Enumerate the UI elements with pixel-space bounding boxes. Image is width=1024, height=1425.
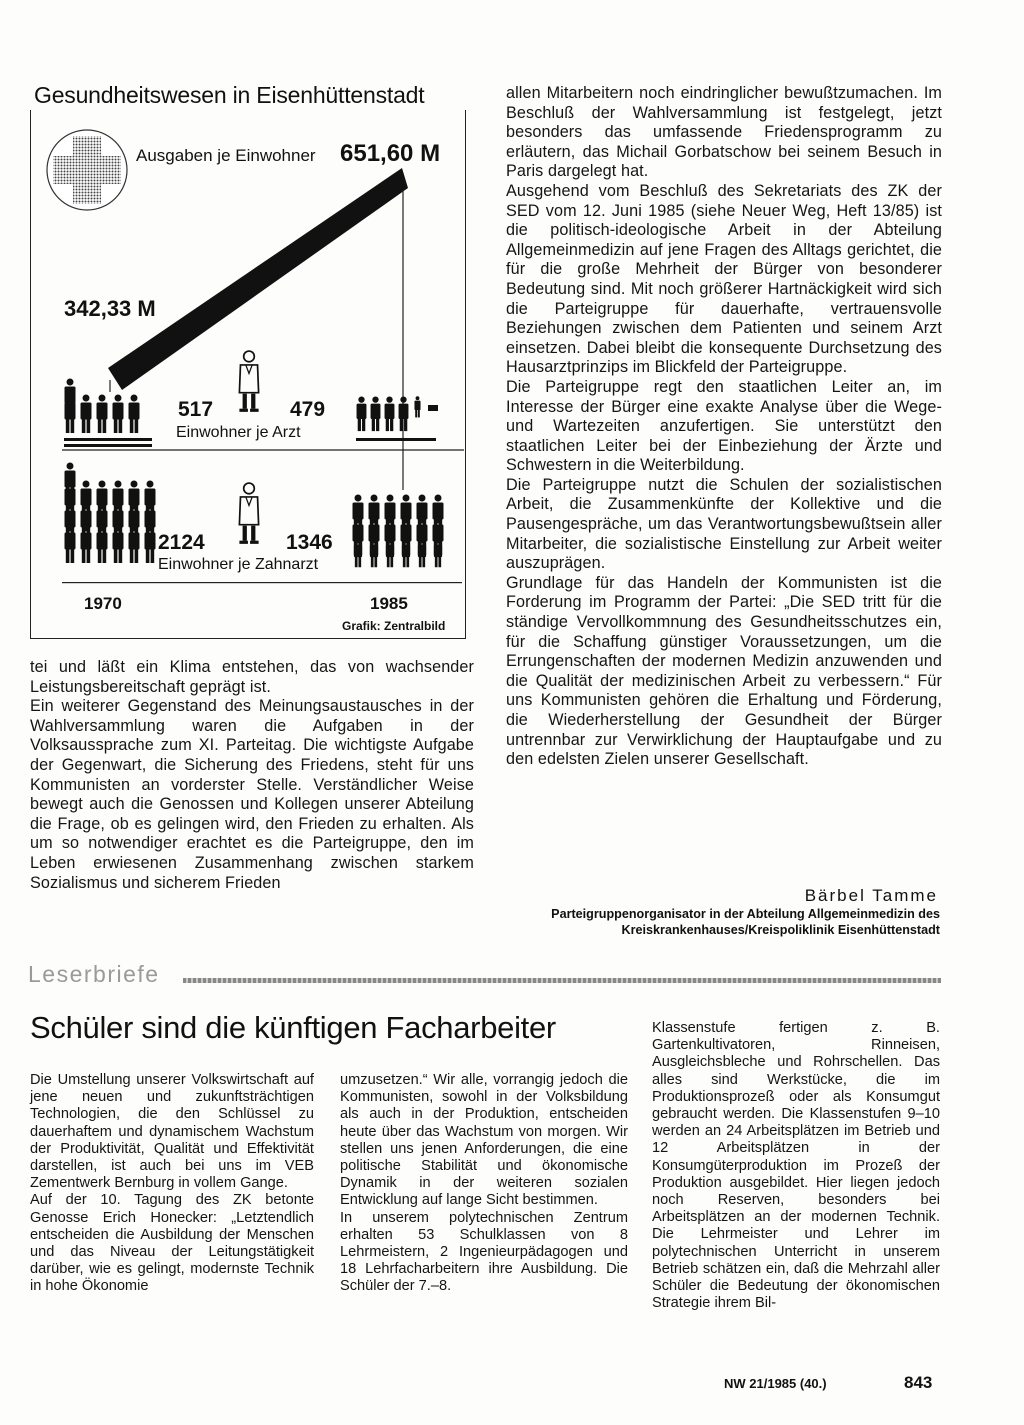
spending-label: Ausgaben je Einwohner bbox=[136, 146, 316, 165]
author-role: Parteigruppenorganisator in der Abteilung Allgemeinmedizin des Kreiskrankenhauses/Kreispoliklinik Eisenhüttenstadt bbox=[551, 907, 940, 937]
spending-1970-value: 342,33 M bbox=[64, 296, 156, 321]
author-name: Bärbel Tamme bbox=[804, 886, 938, 905]
red-cross-emblem-icon bbox=[47, 130, 127, 210]
year-end: 1985 bbox=[370, 594, 408, 613]
section-label: Leserbriefe bbox=[28, 961, 160, 987]
paragraph: Die Umstellung unserer Volkswirtschaft auf jene neuen und zukunftsträchtigen Technologien, die den Schlüssel zu dauerhaftem und dynamischem Wachstum der Produktivität, Qualität und Effektivität darstellen, ist auch bei uns im VEB Zementwerk Bernburg in vollem Gange. bbox=[30, 1072, 314, 1192]
paragraph: umzusetzen.“ Wir alle, vorrangig jedoch die Kommunisten, sowohl in der Volksbildung als auch in der Produktion, entscheiden heute über das Wachstum von morgen. Wir stellen uns jenen Anforderungen, die eine politische Stabilität und ökonomische Dynamik in der weiteren sozialen Entwicklung auf lange Sicht bestimmen. bbox=[340, 1072, 628, 1209]
doctor-1970-value: 517 bbox=[178, 398, 214, 421]
people-group-doctor-1970 bbox=[65, 379, 140, 434]
paragraph: allen Mitarbeitern noch eindringlicher bewußtzumachen. Im Beschluß der Wahlversammlung ist festgelegt, jetzt besonders das umfassende Friedensprogramm zu erläutern, das Michail Gorbatschow bei seinem Besuch in Paris dargelegt hat. bbox=[506, 84, 942, 181]
spending-wedge bbox=[108, 168, 408, 390]
doctor-label: Einwohner je Arzt bbox=[176, 424, 301, 441]
page-number: 843 bbox=[904, 1373, 933, 1392]
paragraph: tei und läßt ein Klima entstehen, das von wachsender Leistungsbereitschaft geprägt ist. bbox=[30, 658, 474, 696]
doctor-1985-value: 479 bbox=[290, 398, 326, 421]
article2-column-2 bbox=[340, 1072, 628, 1296]
dentist-figure-icon bbox=[239, 483, 258, 544]
article2-column-3 bbox=[652, 1020, 940, 1312]
paragraph: Grundlage für das Handeln der Kommunisten ist die Forderung im Programm der Partei: „Die SED tritt für die ständige Vervollkommnung des Gesundheitsschutzes ein, für die Schaffung günstiger Voraussetzungen, um die Errungenschaften der modernen Medizin anzuwenden und die Qualität der medizinischen Arbeit zu verbessern.“ Für uns Kommunisten gehören die Erhaltung und Förderung, die Wiederherstellung der Gesundheit der Bürger untrennbar zur Verwirklichung der Hauptaufgabe und zu den edelsten Zielen unserer Gesellschaft. bbox=[506, 573, 942, 769]
paragraph: Auf der 10. Tagung des ZK betonte Genosse Erich Honecker: „Letztendlich entscheiden die Ausbildung der Menschen und das Niveau der Leitungstätigkeit darüber, wie es gelingt, modernste Technik in hohe Ökonomie bbox=[30, 1192, 314, 1295]
paragraph: Ausgehend vom Beschluß des Sekretariats des ZK der SED vom 12. Juni 1985 (siehe Neuer Weg, Heft 13/85) ist die politisch-ideologische Arbeit in der Abteilung Allgemeinmedizin auf jene Fragen des Alltags gerichtet, die für die große Mehrheit der Bürger von besonderer Bedeutung sind. Mit noch größerer Hartnäckigkeit wird sich die Parteigruppe für dauerhafte, vertrauensvolle Beziehungen zwischen dem Patienten und seinem Arzt einsetzen. Dabei bleibt die konsequente Durchsetzung des Hausarztprinzips im Blickfeld der Parteigruppe. bbox=[506, 181, 942, 377]
year-start: 1970 bbox=[84, 594, 122, 613]
paragraph: In unserem polytechnischen Zentrum erhalten 53 Schulklassen von 8 Lehrmeistern, 2 Ingenieurpädagogen und 18 Lehrfacharbeitern ihre Ausbildung. Die Schüler der 7.–8. bbox=[340, 1209, 628, 1295]
people-group-doctor-1985 bbox=[357, 396, 438, 431]
dentist-1970-value: 2124 bbox=[158, 531, 205, 554]
paragraph: Ein weiterer Gegenstand des Meinungsaustausches in der Wahlversammlung waren die Aufgaben in der Volksaussprache zum XI. Parteitag. Die wichtigste Aufgabe der Gegenwart, die Sicherung des Friedens, steht für uns Kommunisten an vorderster Stelle. Verständlicher Weise bewegt auch die Genossen und Kollegen unserer Abteilung die Frage, ob es gelingen wird, den Frieden zu erhalten. Als um so notwendiger erachtet es die Parteigruppe, den im Leben erwiesenen Zusammenhang zwischen starkem Sozialismus und sicherem Frieden bbox=[30, 697, 474, 892]
dentist-label: Einwohner je Zahnarzt bbox=[158, 556, 319, 573]
spending-1985-value: 651,60 M bbox=[340, 140, 441, 167]
people-group-dentist-1985 bbox=[353, 495, 444, 568]
article1-right-column bbox=[506, 84, 942, 770]
section-rule bbox=[183, 978, 941, 983]
paragraph: Die Parteigruppe nutzt die Schulen der sozialistischen Arbeit, die Zusammenkünfte der Kollektive und die Pausengespräche, um das Verantwortungsbewußtsein aller Mitarbeiter, die sozialistische Einstellung zur Arbeit weiter auszuprägen. bbox=[506, 475, 942, 573]
paragraph: Klassenstufe fertigen z. B. Gartenkultivatoren, Rinneisen, Ausgleichsbleche und Rohrschellen. Das alles sind Werkstücke, die im Produktionsprozeß oder als Konsumgut gebraucht werden. Die Klassenstufen 9–10 werden an 24 Arbeitsplätzen im Betrieb und 12 Arbeitsplätzen in der Konsumgüterproduktion im Prozeß der Produktion ausgebildet. Hier liegen jedoch noch Reserven, besonders bei Arbeitsplätzen an der modernen Technik. Die Lehrmeister und Lehrer im polytechnischen Unterricht in unserem Betrieb schätzen ein, daß die Mehrzahl aller Schüler die Bedeutung der ökonomischen Strategie ihrem Bil- bbox=[652, 1020, 940, 1312]
dentist-1985-value: 1346 bbox=[286, 531, 333, 554]
infographic-title: Gesundheitswesen in Eisenhüttenstadt bbox=[34, 82, 425, 108]
article2-column-1 bbox=[30, 1072, 314, 1296]
graphic-credit: Grafik: Zentralbild bbox=[342, 619, 446, 633]
issue-label: NW 21/1985 (40.) bbox=[724, 1376, 827, 1391]
people-group-dentist-1970 bbox=[65, 463, 156, 564]
doctor-figure-icon bbox=[239, 351, 258, 412]
article1-left-column bbox=[30, 658, 474, 893]
paragraph: Die Parteigruppe regt den staatlichen Leiter an, im Interesse der Bürger eine exakte Analyse über die Wege- und Wartezeiten anzufertigen. Sie unterstützt den staatlichen Leiter bei der Einbeziehung der Ärzte und Schwestern in die Weiterbildung. bbox=[506, 377, 942, 475]
article2-headline: Schüler sind die künftigen Facharbeiter bbox=[30, 1010, 556, 1045]
